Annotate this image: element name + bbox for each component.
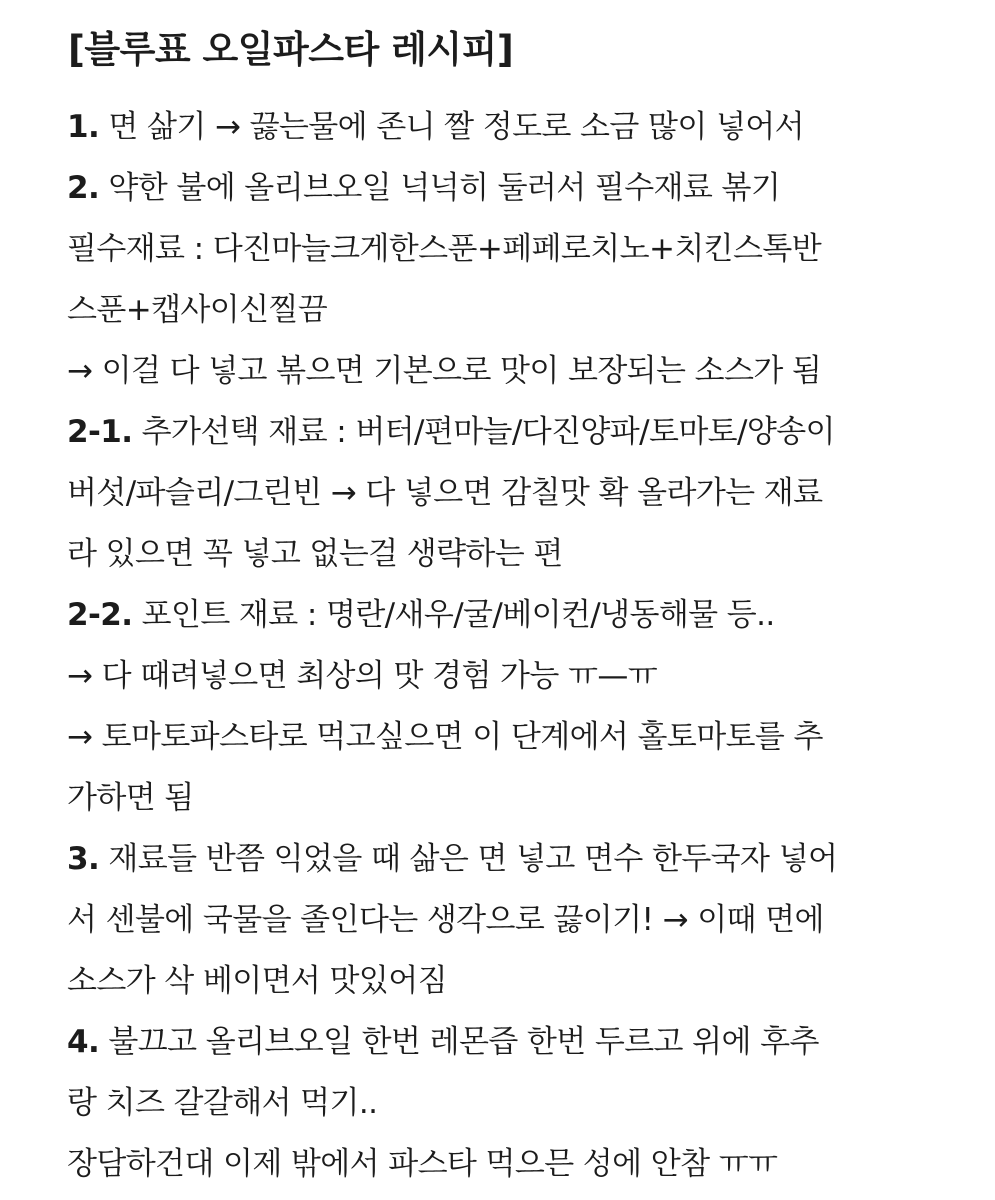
recipe-line [67, 959, 447, 1003]
line-text: 랑 치즈 갈갈해서 먹기.. [67, 1085, 378, 1121]
step-number: 1. [67, 109, 100, 145]
line-text: 추가선택 재료 : 버터/편마늘/다진양파/토마토/양송이 [132, 414, 835, 450]
line-text: 가하면 됨 [67, 780, 194, 816]
recipe-line [67, 898, 824, 942]
recipe-line [67, 410, 835, 454]
step-number: 3. [67, 841, 100, 877]
line-text: 포인트 재료 : 명란/새우/굴/베이컨/냉동해물 등.. [132, 597, 775, 633]
recipe-line [67, 837, 837, 881]
line-text: 재료들 반쯤 익었을 때 삶은 면 넣고 면수 한두국자 넣어 [99, 841, 838, 877]
recipe-line [67, 1142, 777, 1186]
line-text: 스푼+캡사이신찔끔 [67, 292, 328, 328]
line-text: → 이걸 다 넣고 볶으면 기본으로 맛이 보장되는 소스가 됨 [67, 353, 822, 389]
recipe-line [67, 776, 194, 820]
line-text: 버섯/파슬리/그린빈 → 다 넣으면 감칠맛 확 올라가는 재료 [67, 475, 823, 511]
recipe-line [67, 227, 821, 271]
line-text: 필수재료 : 다진마늘크게한스푼+페페로치노+치킨스톡반 [67, 231, 822, 267]
line-text: → 토마토파스타로 먹고싶으면 이 단계에서 홀토마토를 추 [67, 719, 823, 755]
recipe-line [67, 105, 804, 149]
recipe-line [67, 349, 821, 393]
recipe-line [67, 532, 563, 576]
recipe-line [67, 288, 327, 332]
line-text: 장담하건대 이제 밖에서 파스타 먹으믄 성에 안참 ㅠㅠ [67, 1146, 778, 1182]
step-number: 2-1. [67, 414, 133, 450]
line-text: 소스가 삭 베이면서 맛있어짐 [67, 963, 447, 999]
step-number: 4. [67, 1024, 100, 1060]
line-text: 약한 불에 올리브오일 넉넉히 둘러서 필수재료 볶기 [99, 170, 781, 206]
recipe-line [67, 654, 657, 698]
line-text: 불끄고 올리브오일 한번 레몬즙 한번 두르고 위에 후추 [99, 1024, 819, 1060]
line-text: → 다 때려넣으면 최상의 맛 경험 가능 ㅠ—ㅠ [67, 658, 658, 694]
recipe-title: [블루표 오일파스타 레시피] [68, 28, 514, 71]
line-text: 서 센불에 국물을 졸인다는 생각으로 끓이기! → 이때 면에 [67, 902, 824, 938]
line-text: 라 있으면 꼭 넣고 없는걸 생략하는 편 [67, 536, 563, 572]
recipe-line [67, 471, 822, 515]
step-number: 2-2. [67, 597, 133, 633]
recipe-line [67, 715, 823, 759]
recipe-line [67, 1020, 819, 1064]
step-number: 2. [67, 170, 100, 206]
line-text: 면 삶기 → 끓는물에 존니 짤 정도로 소금 많이 넣어서 [99, 109, 804, 145]
recipe-line [67, 593, 775, 637]
recipe-line [67, 166, 780, 210]
recipe-line [67, 1081, 377, 1125]
